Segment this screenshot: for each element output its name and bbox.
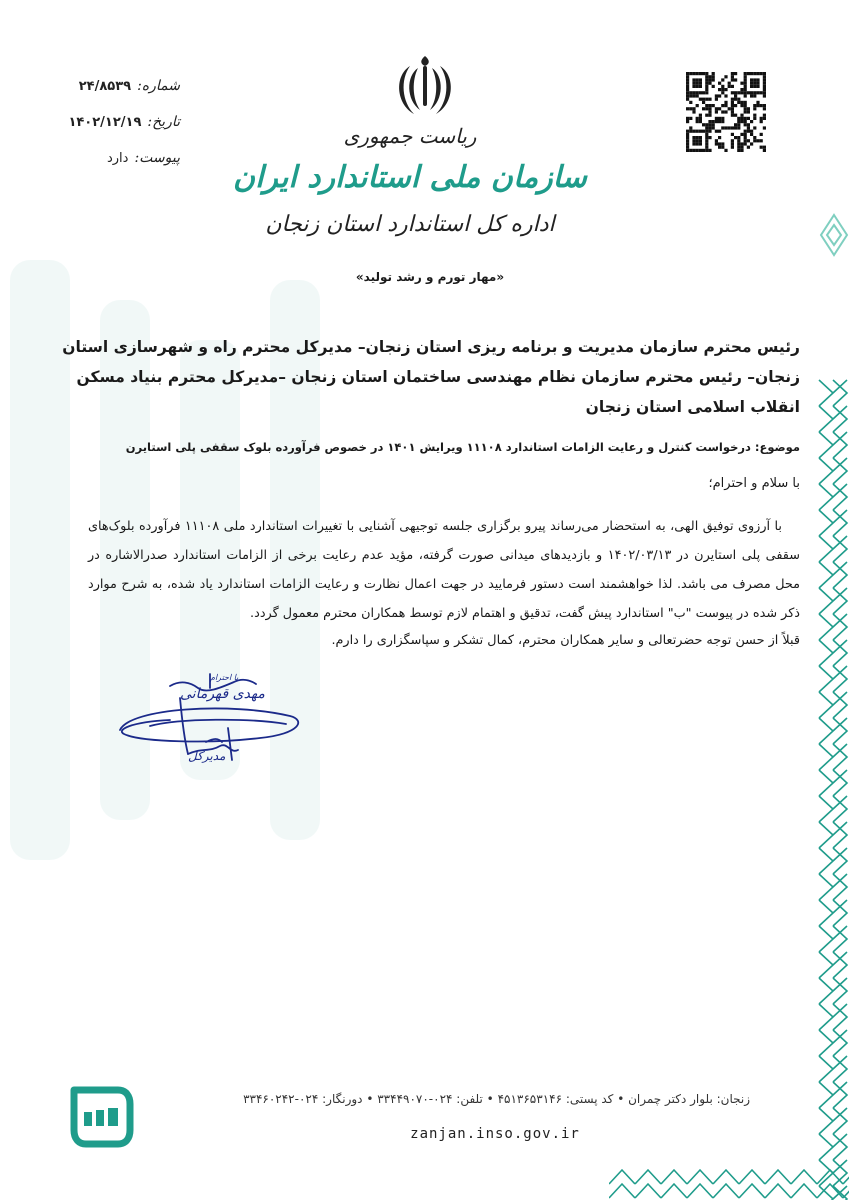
letter-closing: قبلاً از حسن توجه حضرتعالی و سایر همکاران محترم، کمال تشکر و سپاسگزاری را دارم. [331,633,800,648]
footer-website-link[interactable]: zanjan.inso.gov.ir [410,1126,580,1142]
letter-number-value: ۲۴/۸۵۳۹ [78,79,132,94]
letter-date-value: ۱۴۰۲/۱۲/۱۹ [68,115,142,130]
letter-addressee: رئیس محترم سازمان مدیریت و برنامه ریزی استان زنجان– مدیرکل محترم راه و شهرسازی استان زنجان– رئیس محترم سازمان نظام مهندسی ساختمان استان زنجان –مدیرکل محترم بنیاد مسکن انقلاب اسلامی استان زنجان [62,338,800,416]
logo-organization-text: سازمان ملی استاندارد ایران [233,160,587,195]
letter-greeting: با سلام و احترام؛ [708,476,800,491]
letter-number-row [60,78,180,94]
slogan: «مهار تورم و رشد تولید» [355,270,505,284]
iran-emblem-icon [390,50,460,120]
decorative-border-bottom [609,1140,849,1200]
signature-name: مهدی قهرمانی [180,686,265,702]
letter-date-label: تاریخ: [147,114,180,130]
letter-attachment-row [60,150,180,166]
letter-attachment-label: پیوست: [134,150,180,166]
letter-date-row [60,114,180,130]
letter-attachment-value: دارد [106,151,129,166]
letter-number-label: شماره: [137,78,180,94]
qr-code-icon[interactable] [686,72,766,152]
signature-prefix: با احترام [210,673,239,682]
inso-logo-icon [66,1080,138,1152]
footer-address: زنجان: بلوار دکتر چمران • کد پستی: ۴۵۱۳۶۵۳۱۴۶ • تلفن: ۰۲۴-۳۳۴۴۹۰۷۰ • دورنگار: ۰۲۴-۳۳۴۶۰۲۴۲ [243,1092,750,1106]
letter-body: با آرزوی توفیق الهی، به استحضار می‌رساند پیرو برگزاری جلسه توجیهی آشنایی با تغییرات استاندارد ملی ۱۱۱۰۸ فرآورده بلوک‌های سقفی پلی استایرن در ۱۴۰۲/۰۳/۱۳ و بازدیدهای میدانی صورت گرفته، مؤید عدم رعایت برخی از الزامات استاندارد صدرالاشاره در محل مصرف می باشد. لذا خواهشمند است دستور فرمایید در جهت اعمال نظارت و رعایت الزامات استاندارد یاد شده، به شرح موارد ذکر شده در پیوست "ب" استاندارد پیش گفت، تدقیق و اهتمام لازم توسط همکاران محترم معمول گردد. [88,519,800,621]
letter-subject: موضوع: درخواست کنترل و رعایت الزامات استاندارد ۱۱۱۰۸ ویرایش ۱۴۰۱ در خصوص فرآورده بلوک سقفی پلی استایرن [125,440,800,454]
handwritten-signature [110,668,310,768]
logo-presidency-text: ریاست جمهوری [343,124,477,148]
signature-title: مدیرکل [188,749,226,763]
logo-office-text: اداره کل استاندارد استان زنجان [265,212,555,237]
